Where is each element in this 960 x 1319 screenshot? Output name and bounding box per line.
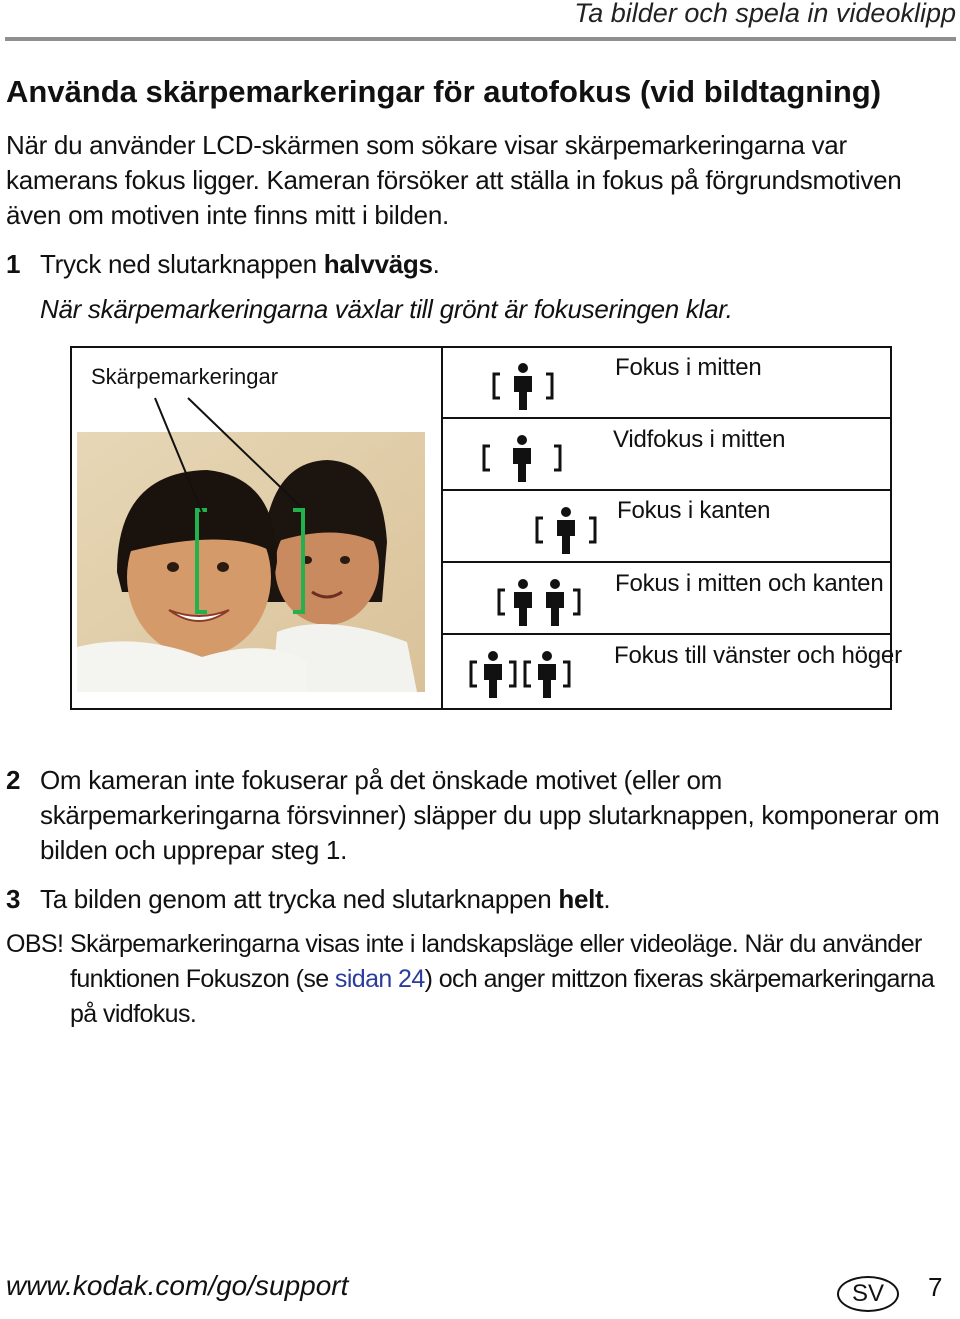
step-1 xyxy=(6,247,946,282)
page-number: 7 xyxy=(928,1272,943,1302)
step-emphasis: helt xyxy=(558,884,604,914)
step-text: Om kameran inte fokuserar på det önskade motivet (eller om skärpemarkeringarna försvinner) släpper du upp slutarknappen, komponerar om bilden och upprepar steg 1. xyxy=(40,765,940,865)
note-label: OBS! xyxy=(6,930,64,958)
mode-label-wide-center: Vidfokus i mitten xyxy=(613,426,786,453)
mode-label-center-and-side: Fokus i mitten och kanten xyxy=(615,570,884,597)
side-focus-icon xyxy=(533,504,599,556)
note-text: Skärpemarkeringarna visas inte i landskapsläge eller videoläge. När du använder funktionen Fokuszon (se sidan 24) och anger mittzon fixeras skärpemarkeringarna på vidfokus. xyxy=(70,930,935,1028)
step-1-result: När skärpemarkeringarna växlar till grönt är fokuseringen klar. xyxy=(40,294,733,324)
figure-pointer-lines xyxy=(70,346,442,710)
center-and-side-focus-icon xyxy=(495,576,583,628)
left-and-right-focus-icon xyxy=(467,648,579,702)
language-badge: SV xyxy=(837,1276,899,1312)
step-text: Tryck ned slutarknappen halvvägs. xyxy=(40,249,440,279)
page-link[interactable]: sidan 24 xyxy=(334,965,425,993)
mode-divider xyxy=(443,489,890,491)
header-rule xyxy=(5,37,956,41)
mode-label-left-and-right: Fokus till vänster och höger xyxy=(614,642,902,669)
figure-label: Skärpemarkeringar xyxy=(91,364,279,389)
section-title: Använda skärpemarkeringar för autofokus (vid bildtagning) xyxy=(6,74,882,109)
mode-label-side: Fokus i kanten xyxy=(617,497,771,524)
center-focus-icon xyxy=(490,360,556,412)
step-number: 3 xyxy=(6,884,21,914)
step-2 xyxy=(6,763,954,868)
mode-divider xyxy=(443,561,890,563)
wide-center-focus-icon xyxy=(480,432,564,484)
focus-frames-figure xyxy=(70,346,902,710)
step-emphasis: halvvägs xyxy=(323,249,433,279)
intro-paragraph: När du använder LCD-skärmen som sökare visar skärpemarkeringarna var kamerans fokus ligger. Kameran försöker att ställa in fokus på förgrundsmotiven även om motiven inte finns mitt i bilden. xyxy=(6,130,902,230)
mode-label-center: Fokus i mitten xyxy=(615,354,762,381)
mode-divider xyxy=(443,417,890,419)
step-3 xyxy=(6,882,946,917)
note xyxy=(6,927,946,1032)
step-number: 1 xyxy=(6,249,21,279)
step-text: Ta bilden genom att trycka ned slutarknappen helt. xyxy=(40,884,611,914)
running-header: Ta bilder och spela in videoklipp xyxy=(574,0,956,28)
step-number: 2 xyxy=(6,765,21,795)
footer-url[interactable]: www.kodak.com/go/support xyxy=(6,1270,349,1301)
mode-divider xyxy=(443,633,890,635)
